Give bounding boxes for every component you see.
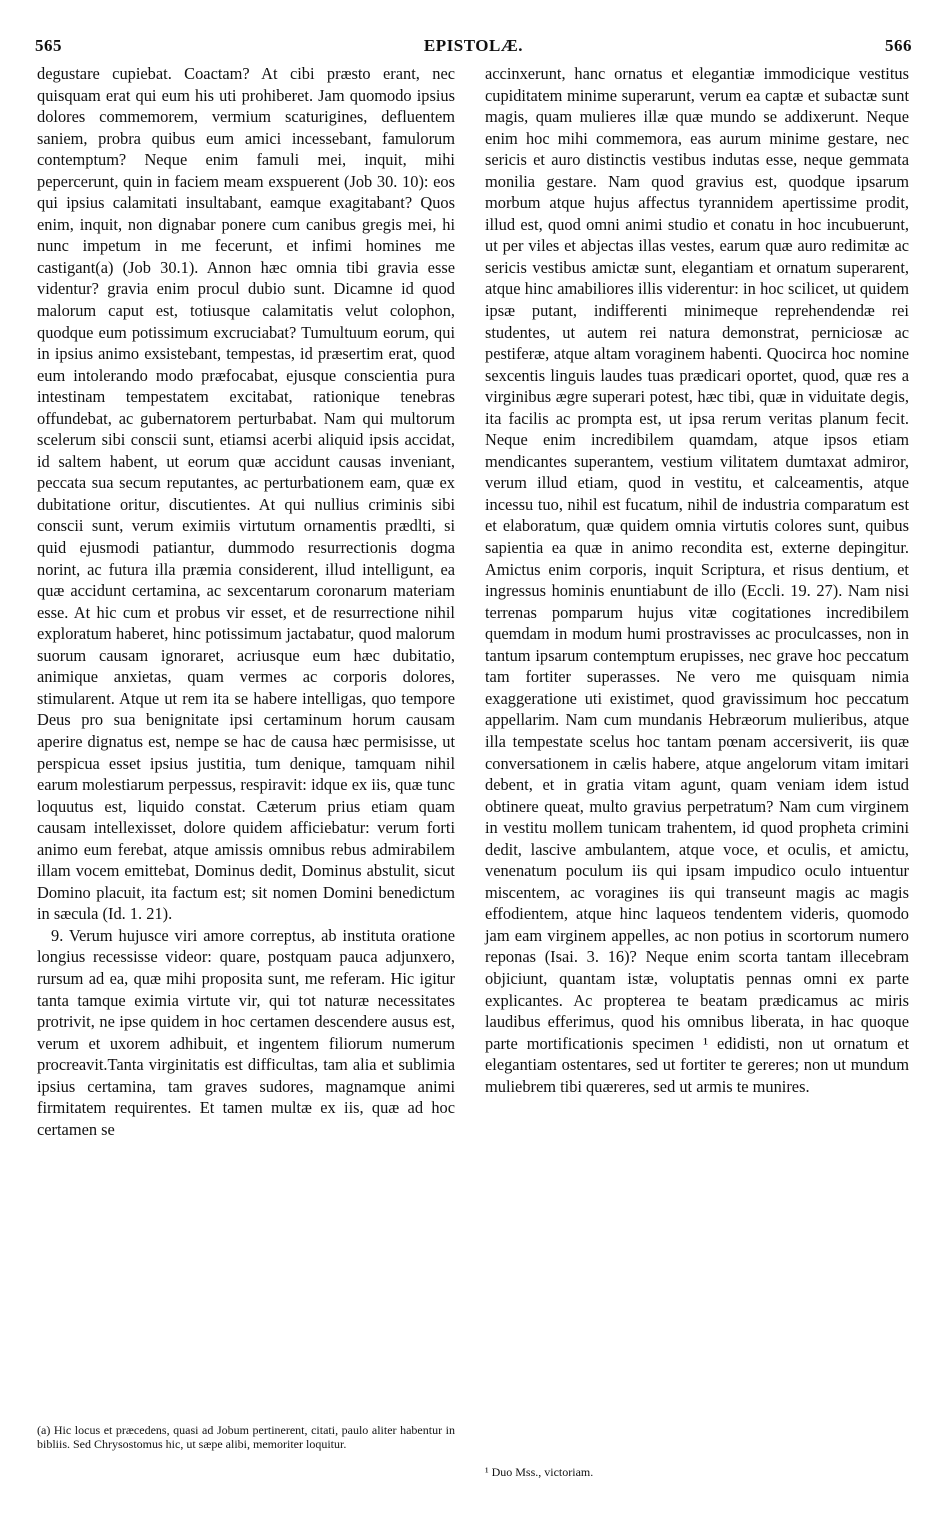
right-column xyxy=(485,63,909,1097)
footnote-right: ¹ Duo Mss., victoriam. xyxy=(485,1465,594,1479)
page-number-right: 566 xyxy=(885,36,912,55)
left-paragraph-2: 9. Verum hujusce viri amore correptus, ab instituta oratione longius recessisse videor: quare, postquam pauca adjunxero, rursum ad ea, quæ mihi proposita sunt, me referam. Hic igitur tanta tamque eximia virtute vir, qui tot naturæ necessitates protrivit, ne ipse quidem in hoc certamen descendere ausus est, verum et uxorem adhibuit, et ingentem filiorum numerum procreavit.Tanta virginitatis est difficultas, tam alia et sublimia ipsius certamina, tam graves sudores, magnamque animi firmitatem requirentes. Et tamen multæ ex iis, quæ ad hoc certamen se xyxy=(37,925,455,1139)
left-paragraph-1: degustare cupiebat. Coactam? At cibi præsto erant, nec quisquam erat qui eum his uti prohiberet. Jam quomodo ipsius dolores commemorem, vermium scaturigines, defluentem saniem, probra quibus eum amici incessebant, famulorum contemptum? Neque enim famuli mei, inquit, mihi pepercerunt, quin in faciem meam exspuerent (Job 30. 10): eos qui ipsius calamitati insultabant, eamque exagitabant? Quos enim, inquit, non dignabar ponere cum canibus gregis mei, hi nunc impetum in me fecerunt, et infimi homines me castigant(a) (Job 30.1). Annon hæc omnia tibi gravia esse videntur? gravia enim procul dubio sunt. Dicamne id quod malorum caput est, totiusque calamitatis velut colophon, quodque eum potissimum excruciabat? Tumultuum eorum, qui in ipsius animo exsistebant, tempestas, id præsertim erat, quod eum intolerando modo præfocabat, ejusque conscientia pura intestinam tempestatem excitabat, rationique tenebras offundebat, ac gubernatorem perturbabat. Nam qui multorum scelerum sibi conscii sunt, etiamsi acerbi aliquid ipsis accidat, id saltem habent, ut eorum quæ accidunt causas inveniant, peccata sua secum reputantes, ac perturbationem eam, quæ ex dubitatione oritur, discutientes. At qui nullius criminis sibi conscii sunt, verum eximiis virtutum ornamentis prædlti, si quid ejusmodi patiantur, dummodo resurrectionis dogma norint, ac futura illa præmia considerent, illud intelligunt, ea quæ accidunt certamina, ac sexcentarum coronarum materiam esse. At hic cum et probus vir esset, et de resurrectione nihil exploratum haberet, hinc potissimum jactabatur, quod malorum suorum causam ignoraret, acriusque eum hæc dubitatio, animique anxietas, quam vermes ac corporis dolores, stimularent. Atque ut rem ita se habere intelligas, quo tempore Deus pro sua benignitate ipsi certaminum horum causam aperire dignatus est, nempe se hac de causa hæc permisisse, ut perspicua esset ipsius justitia, tum denique, tamquam nihil earum molestiarum perpessus, respiravit: idque ex iis, quæ tunc loquutus est, liquido constat. Cæterum prius etiam quam causam intellexisset, dolore quidem afficiebatur: verum forti animo eum ferebat, atque amissis omnibus rebus admirabilem illam vocem emittebat, Dominus dedit, Dominus abstulit, sicut Domino placuit, ita factum est; sit nomen Domini benedictum in sæcula (Id. 1. 21). xyxy=(37,64,455,924)
running-title: EPISTOLÆ. xyxy=(423,36,524,55)
page-number-left: 565 xyxy=(35,36,62,55)
right-paragraph-1: accinxerunt, hanc ornatus et elegantiæ immodicique vestitus cupiditatem minime superarunt, verum ea captæ et subactæ sunt magis, quam mulieres illæ quæ mundo se addixerunt. Neque enim hoc mihi commemora, eas aurum minime gestare, nec sericis et auro distinctis vestibus indutas esse, neque gemmata monilia gestare. Nam quod gravius est, quodque ipsarum morbum atque hujus affectus tyrannidem apertissime prodit, illud est, quod omni animi studio et conatu in hoc incubuerunt, ut per viles et abjectas illas vestes, earum quæ auro redimitæ ac sericis vestibus amictæ sunt, elegantiam et ornatum superarent, atque hinc amabiliores illis viderentur: in hoc scilicet, ut quidem ipsæ putant, indifferenti minimeque reprehendendæ rei studentes, ut autem rei natura demonstrat, perniciosæ ac pestiferæ, atque altam voraginem habenti. Quocirca hoc nomine sexcentis linguis laudes tuas prædicari oportet, quod, quæ res a virginibus ægre superari potest, hæc tibi, quæ in viduitate degis, ita facilis ac prompta est, ut ipsa rerum veritas planum fecit. Neque enim incredibilem quamdam, atque ipsos etiam mendicantes superantem, vestium vilitatem dumtaxat admiror, verum illud etiam, quod in vestitu, et calceamentis, atque incessu tuo, nihil est fucatum, nihil de industria comparatum est et elaboratum, quæ quidem omnia virtutis colores sunt, quibus sapientia ea quæ in animo recondita est, externe depingitur. Amictus enim corporis, inquit Scriptura, et risus dentium, et ingressus hominis enuntiabunt de illo (Eccli. 19. 27). Nam nisi terrenas pomparum hujus vitæ cogitationes incredibilem quemdam in modum humi prostravisses ac proculcasses, non in tantum ipsarum contemptum erupisses, nec grave hoc peccatum tam fortiter superasses. Ne vero me quisquam nimia exaggeratione uti existimet, quod gravissimum hoc peccatum appellarim. Nam cum mundanis Hebræorum mulieribus, atque illa tempestate scelus hoc tantam pœnam accersiverit, iis quæ conversationem in cælis habere, atque angelorum vitam imitari debent, et in gratia vitam agunt, quam veniam idem istud obtinere queat, multo gravius perpetratum? Nam cum virginem in vestitu mollem tunicam trahentem, id quod propheta crimini dedit, lascive ambulantem, atque voce, et oculis, et amictu, venenatum poculum iis qui ipsam impudico oculo intuentur miscentem, ac voragines iis qui transeunt magis ac magis effodientem, atque hinc laqueos tendentem videris, quomodo jam eam virginem appelles, ac non potius in scortorum numero reponas (Isai. 3. 16)? Neque enim scorta tantam illecebram objiciunt, quantam istæ, voluptatis pennas omni ex parte explicantes. Ac propterea te beatam prædicamus ac miris laudibus efferimus, quod his omnibus liberata, in hac quoque parte mortificationis specimen ¹ edidisti, non ut ornatum et elegantiam ostentares, sed ut fortiter te gereres; non ut mundum muliebrem tibi quæreres, sed ut armis te munires. xyxy=(485,64,909,1096)
left-column xyxy=(37,63,455,1140)
footnote-left: (a) Hic locus et præcedens, quasi ad Jobum pertinerent, citati, paulo aliter habentur in bibliis. Sed Chrysostomus hic, ut sæpe alibi, memoriter loquitur. xyxy=(37,1423,455,1451)
